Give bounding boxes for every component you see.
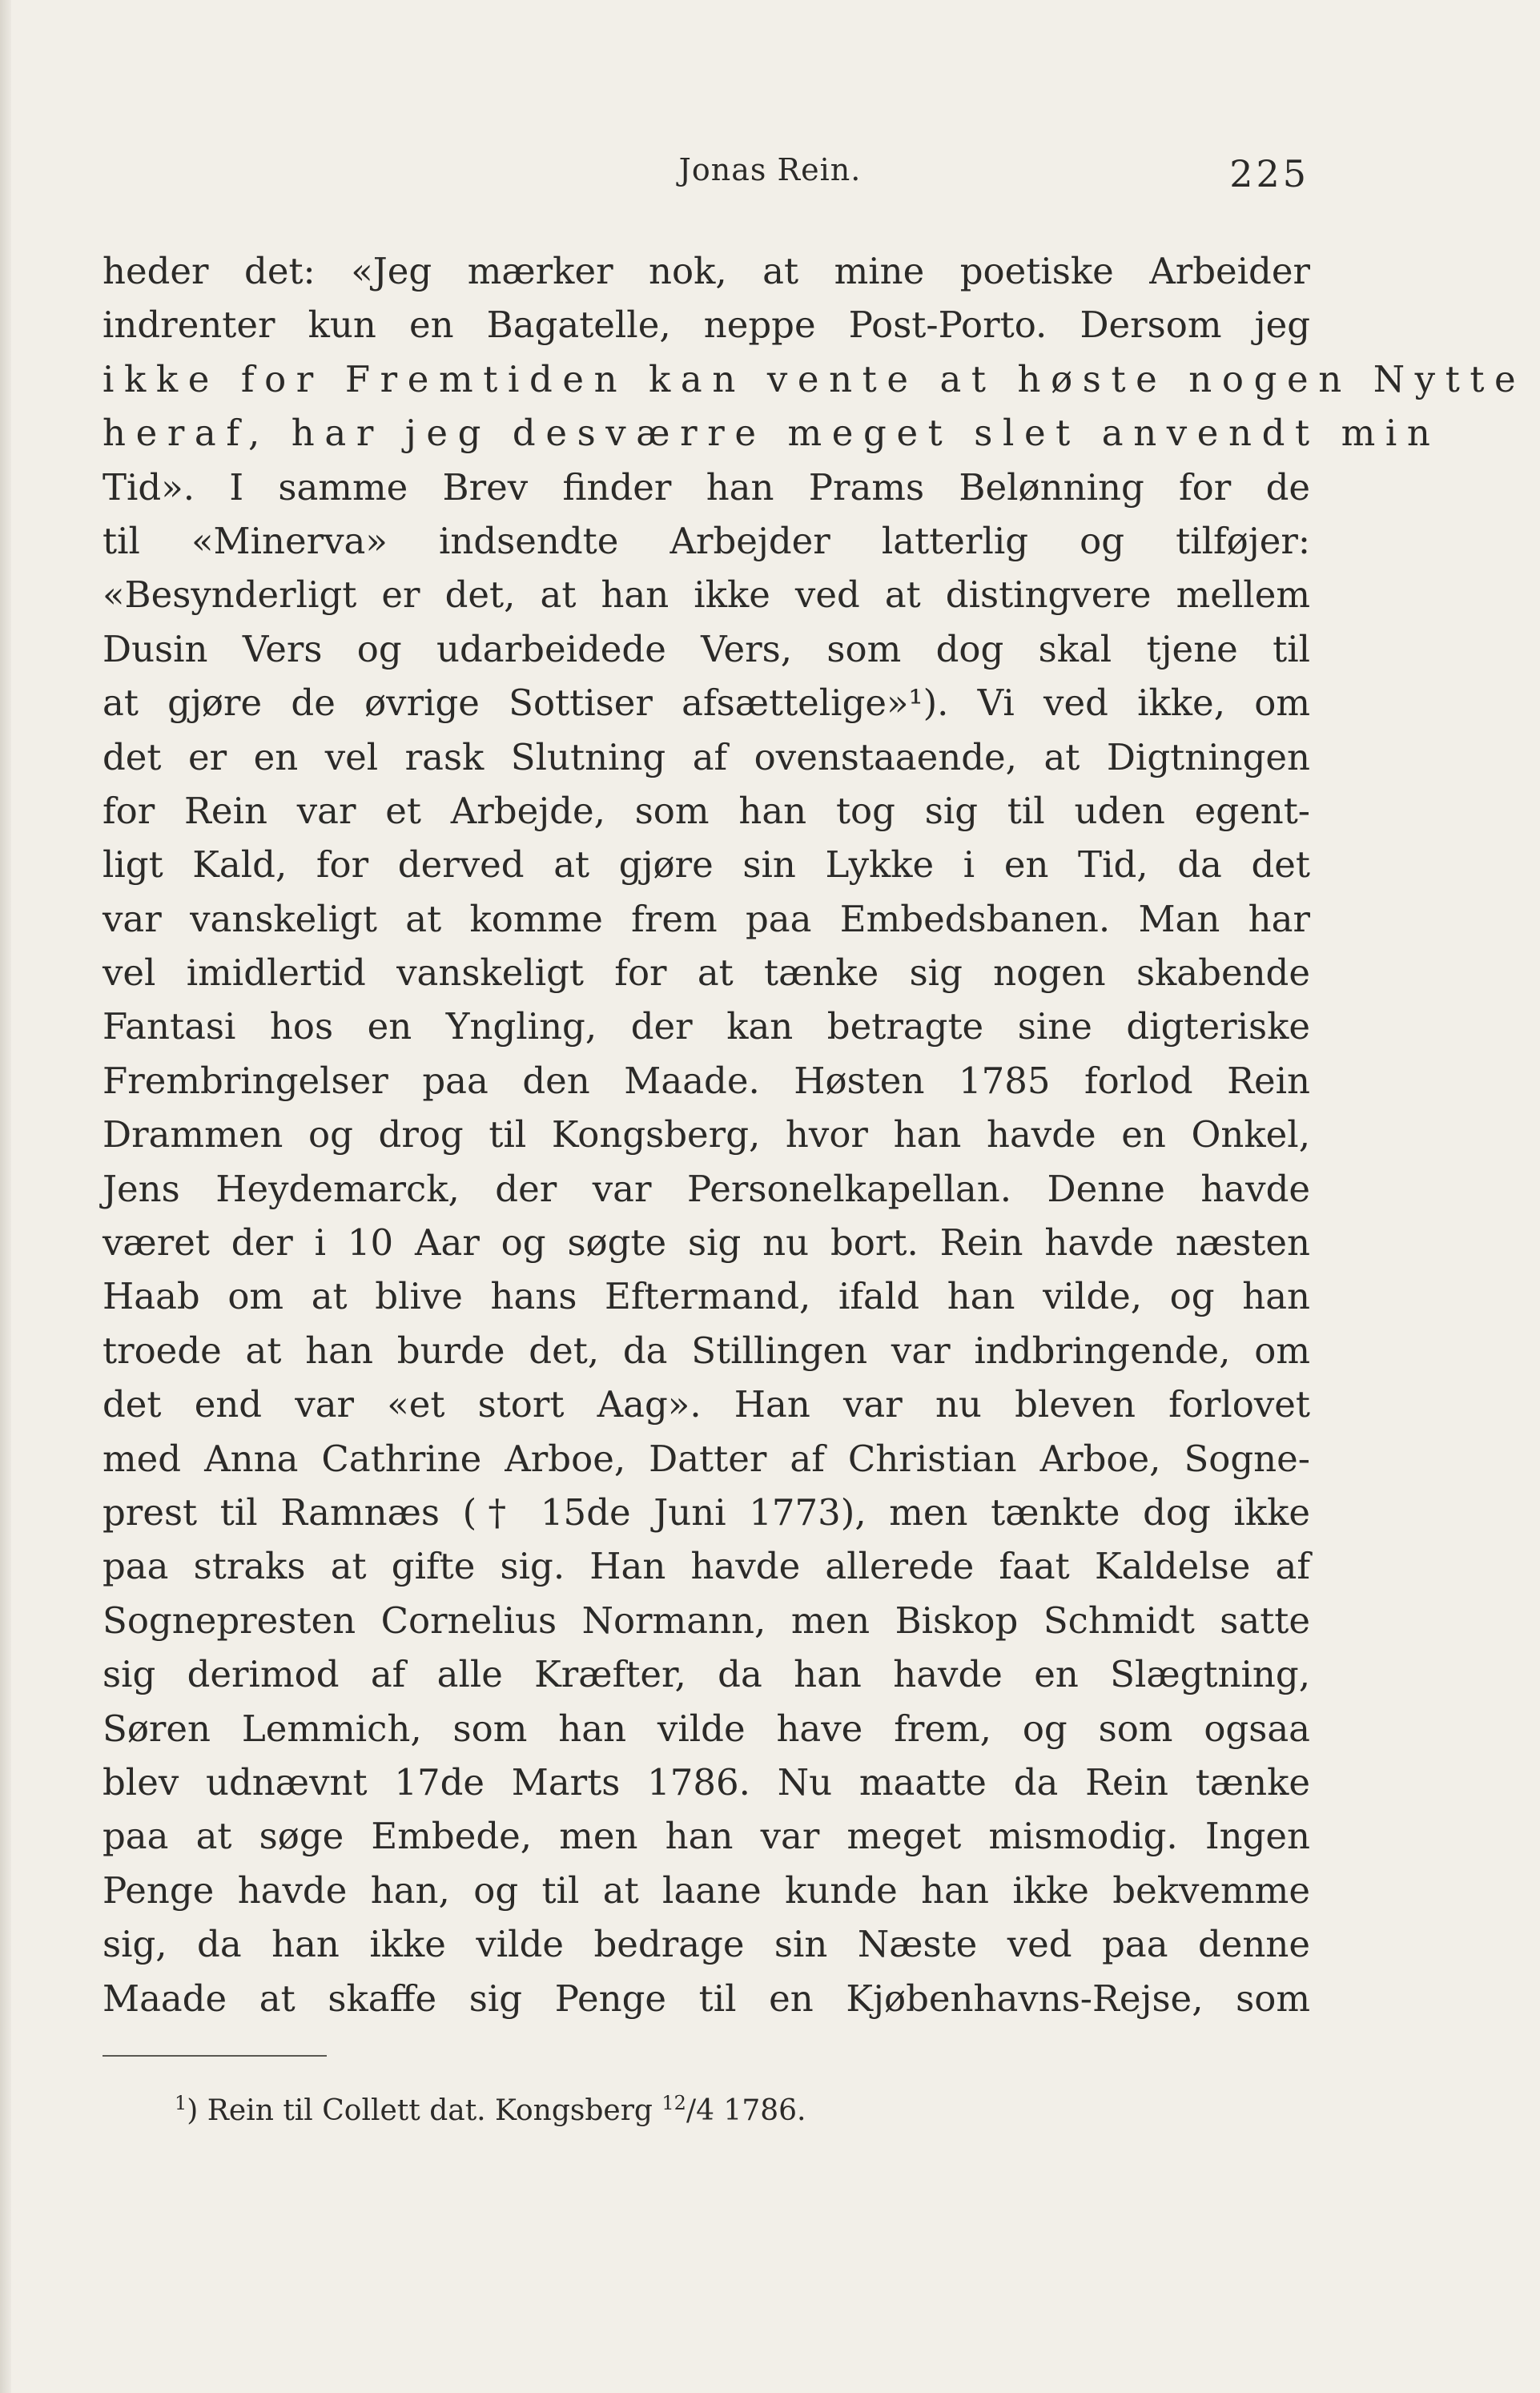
text-line: ikke for Fremtiden kan vente at høste nogen Nytte xyxy=(103,357,1526,400)
footnote-date-sup: 12 xyxy=(661,2092,686,2114)
text-line: sig derimod af alle Kræfter, da han havde en Slægtning, xyxy=(103,1653,1310,1696)
text-line: var vanskeligt at komme frem paa Embedsbanen. Man har xyxy=(103,897,1310,940)
text-line: paa at søge Embede, men han var meget mismodig. Ingen xyxy=(103,1815,1310,1858)
text-line: indrenter kun en Bagatelle, neppe Post-Porto. Dersom jeg xyxy=(103,304,1310,347)
text-line: Søren Lemmich, som han vilde have frem, og som ogsaa xyxy=(103,1707,1310,1750)
running-head: Jonas Rein. xyxy=(678,152,862,187)
text-line: for Rein var et Arbejde, som han tog sig til uden egent- xyxy=(103,789,1310,832)
text-line: heraf, har jeg desværre meget slet anvendt min xyxy=(103,412,1441,455)
footnote xyxy=(175,2092,806,2127)
text-line: Frembringelser paa den Maade. Høsten 1785 forlod Rein xyxy=(103,1059,1310,1102)
text-line: Tid». I samme Brev finder han Prams Belønning for de xyxy=(103,465,1310,509)
page-header xyxy=(0,152,1540,200)
text-line: Drammen og drog til Kongsberg, hvor han havde en Onkel, xyxy=(103,1113,1310,1156)
footnote-rule xyxy=(103,2055,327,2057)
footnote-date-rest: /4 1786. xyxy=(686,2094,806,2127)
text-line: Haab om at blive hans Eftermand, ifald han vilde, og han xyxy=(103,1275,1310,1318)
text-line: Maade at skaffe sig Penge til en Kjøbenhavns-Rejse, som xyxy=(103,1977,1310,2020)
text-line: vel imidlertid vanskeligt for at tænke sig nogen skabende xyxy=(103,951,1310,995)
text-line: Jens Heydemarck, der var Personelkapellan. Denne havde xyxy=(103,1167,1310,1210)
text-line: prest til Ramnæs († 15de Juni 1773), men tænkte dog ikke xyxy=(103,1490,1310,1534)
text-line: det er en vel rask Slutning af ovenstaaende, at Digtningen xyxy=(103,735,1310,778)
text-line: til «Minerva» indsendte Arbejder latterlig og tilføjer: xyxy=(103,519,1310,562)
page-edge xyxy=(0,0,11,2393)
text-line: «Besynderligt er det, at han ikke ved at distingvere mellem xyxy=(103,573,1310,617)
text-line: at gjøre de øvrige Sottiser afsættelige»¹). Vi ved ikke, om xyxy=(103,682,1310,725)
text-line: det end var «et stort Aag». Han var nu bleven forlovet xyxy=(103,1383,1310,1426)
text-line: paa straks at gifte sig. Han havde allerede faat Kaldelse af xyxy=(103,1545,1310,1588)
page-number: 225 xyxy=(1229,152,1309,195)
text-line: med Anna Cathrine Arboe, Datter af Christian Arboe, Sogne- xyxy=(103,1437,1310,1480)
body-text xyxy=(103,244,1526,2025)
footnote-text: ) Rein til Collett dat. Kongsberg xyxy=(187,2094,662,2127)
text-line: heder det: «Jeg mærker nok, at mine poetiske Arbeider xyxy=(103,250,1310,292)
text-line: Dusin Vers og udarbeidede Vers, som dog skal tjene til xyxy=(103,627,1310,670)
text-line: Sognepresten Cornelius Normann, men Biskop Schmidt satte xyxy=(103,1599,1310,1642)
text-line: været der i 10 Aar og søgte sig nu bort. Rein havde næsten xyxy=(103,1221,1310,1265)
footnote-marker: 1 xyxy=(175,2092,187,2114)
text-line: blev udnævnt 17de Marts 1786. Nu maatte da Rein tænke xyxy=(103,1760,1310,1804)
text-line: Fantasi hos en Yngling, der kan betragte sine digteriske xyxy=(103,1005,1310,1048)
text-line: Penge havde han, og til at laane kunde han ikke bekvemme xyxy=(103,1868,1310,1912)
text-line: ligt Kald, for derved at gjøre sin Lykke i en Tid, da det xyxy=(103,843,1310,887)
text-line: troede at han burde det, da Stillingen var indbringende, om xyxy=(103,1329,1310,1372)
text-line: sig, da han ikke vilde bedrage sin Næste ved paa denne xyxy=(103,1923,1310,1966)
